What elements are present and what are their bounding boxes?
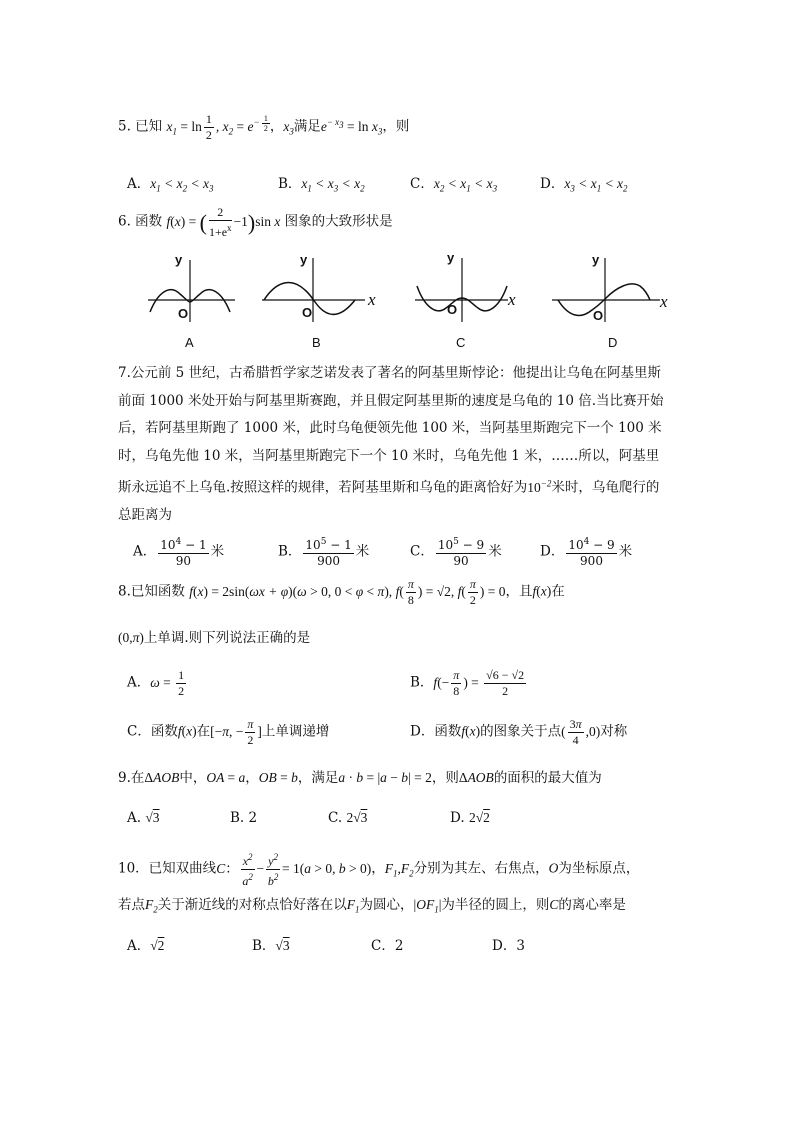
q7-stem — [118, 360, 668, 530]
q8-option-a[interactable] — [127, 668, 188, 699]
q8-option-c-interval: [−π, − $\frac{\pi}{2}$ ] — [210, 717, 262, 747]
q7-option-d-unit: 米 — [618, 543, 633, 560]
q6-stem — [118, 205, 393, 240]
q10-c: C — [549, 897, 559, 912]
q7-option-a[interactable] — [133, 535, 224, 569]
graph-d-x-label: x — [660, 292, 668, 311]
q7-distance: $10^{-2}$ — [527, 478, 552, 495]
q8-option-b-label: B． — [410, 674, 434, 691]
q8-option-c-label: C．函数 — [127, 723, 178, 740]
q8-line2-tail: 上单调.则下列说法正确的是 — [143, 630, 311, 646]
graph-c-label: C — [456, 335, 466, 350]
q7-option-d[interactable] — [540, 535, 632, 569]
q10-prefix: 10．已知双曲线 — [118, 860, 217, 877]
q10-line2-e: 的离心率是 — [558, 897, 626, 913]
graph-d-label: D — [608, 335, 618, 350]
q9-option-d-label: D. — [450, 810, 465, 826]
q8-and: ，且 — [505, 583, 533, 600]
q5-option-d-expr: $x_3 < x_1 < x_2$ — [564, 176, 628, 194]
graph-b-x-label: x — [368, 290, 376, 309]
graph-c-x-label: x — [508, 290, 516, 309]
q6-graphs — [140, 250, 680, 355]
q5-option-b-label: B． — [278, 176, 302, 192]
q9-option-b-label: B. 2 — [230, 810, 258, 826]
graph-c-origin: O — [447, 302, 458, 317]
q9-option-c-expr: 2√3 — [346, 810, 368, 825]
q10-option-d[interactable] — [492, 934, 525, 954]
q9-ask: ，则 — [431, 770, 459, 786]
q10-option-a-expr: √2 — [150, 938, 165, 953]
q7-option-d-frac: $\frac{10^4 - 9}{900}$ — [568, 537, 615, 568]
q7-option-c-label: C． — [410, 543, 434, 560]
q10-option-b[interactable] — [252, 934, 290, 954]
q8-at: 在 — [551, 583, 565, 600]
q8-stem-line2 — [118, 626, 310, 646]
q10-option-b-expr: √3 — [275, 938, 290, 953]
q8-prefix: 8.已知函数 — [118, 583, 185, 600]
q10-option-a[interactable] — [127, 934, 164, 954]
graph-b-y-label: y — [300, 252, 308, 267]
q8-option-c-fx: f(x) — [177, 723, 197, 739]
graph-b-label: B — [312, 335, 321, 350]
q9-option-a-expr: √3 — [145, 810, 160, 825]
q8-interval: (0,π) — [118, 630, 144, 645]
q7-option-b[interactable] — [278, 535, 369, 569]
q10-stem-line2 — [118, 893, 626, 915]
q5-eq: $e^{- x_3} = \ln x_3$ — [320, 117, 383, 137]
q7-text: 7.公元前 5 世纪，古希腊哲学家芝诺发表了著名的阿基里斯悖论：他提出让乌龟在阿基里斯前面 1000 米处开始与阿基里斯赛跑，并且假定阿基里斯的速度是乌龟的 10 倍.当比赛开始后，若阿基里斯跑了 1000 米，此时乌龟便领先他 100 米，当阿基里斯跑完下一个 100 米时，乌龟先他 10 米，当阿基里斯跑完下一个 10 米时，乌龟先他 1 米，……所以，阿基里斯永远追不上乌龟.按照这样的规律，若阿基里斯和乌龟的距离恰好为 — [118, 365, 664, 496]
q5-option-b[interactable] — [278, 172, 365, 194]
graph-d-y-label: y — [592, 252, 600, 267]
q9-triangle-2: ΔAOB — [458, 770, 494, 785]
q7-option-b-frac: $\frac{10^5 - 1}{900}$ — [305, 537, 352, 568]
q5-option-c[interactable] — [410, 172, 497, 194]
q5-prefix: 5. 已知 — [118, 118, 163, 135]
q5-sep: ， — [269, 118, 284, 135]
q8-option-b-expr: f(− $\frac{\pi}{8}$ ) = $\frac{√6 - √2}{2}$ — [433, 668, 525, 698]
q8-fx: f(x) — [532, 583, 552, 599]
q8-stem-line1 — [118, 577, 565, 608]
q5-formula: $x_1 = \ln$ $\frac{1}{2}$ , $x_2 = e^{- \frac{1}{2}}$ — [166, 112, 268, 142]
q10-foci: $F_1,F_2$ — [384, 860, 414, 879]
q5-option-a-expr: $x_1 < x_2 < x_3$ — [150, 176, 214, 194]
q10-option-c[interactable] — [371, 934, 403, 954]
q9-option-d-expr: 2√2 — [468, 810, 490, 825]
q10-stem-line1: 10．已知双曲线C： $\frac{x^2}{a^2}$ − $\frac{y^2}{b^2}$ = 1(a > 0, b > 0)，$F_1,F_2$分别为其左、右焦点，O为坐标原点， — [118, 852, 640, 888]
q10-origin-text: 为坐标原点， — [558, 860, 640, 877]
q8-formula: f(x) = 2sin(ωx + φ)(ω > 0, 0 < φ < π), f( $\frac{\pi}{8}$ ) = √2, f( $\frac{\pi}{2}$ ) = 0 — [189, 577, 506, 607]
q5-option-c-label: C． — [410, 176, 434, 192]
q7-option-c[interactable] — [410, 535, 502, 569]
q10-option-d-label: D．3 — [492, 938, 525, 954]
q6-suffix: 图象的大致形状是 — [284, 213, 393, 230]
q8-option-c-in: 在 — [196, 723, 211, 740]
graph-c-y-label: y — [447, 250, 455, 265]
q8-option-d-tail: 对称 — [600, 723, 628, 740]
q8-option-d[interactable] — [410, 717, 627, 748]
q9-option-a[interactable] — [127, 810, 160, 826]
q10-f2-a: $F_2$ — [145, 897, 158, 915]
q8-option-a-expr: ω = $\frac{1}{2}$ — [150, 668, 185, 698]
q10-f1: $F_1$ — [346, 897, 360, 915]
q7-option-d-label: D． — [540, 543, 565, 560]
q5-option-a[interactable] — [127, 172, 213, 194]
q8-option-d-mid: 的图象关于点 — [480, 723, 562, 740]
q9-option-c-label: C. — [328, 810, 343, 826]
q5-option-c-expr: $x_2 < x_1 < x_3$ — [433, 176, 498, 194]
q8-option-b[interactable] — [410, 668, 528, 699]
q7-option-a-frac: $\frac{10^4 - 1}{90}$ — [160, 537, 207, 568]
q7-option-c-unit: 米 — [488, 543, 502, 560]
q7-option-a-unit: 米 — [210, 543, 225, 560]
q8-option-c[interactable] — [127, 717, 329, 748]
q5-ask: ，则 — [382, 118, 410, 135]
q9-mid: 中， — [179, 770, 207, 786]
q9-condition: a · b = |a − b| = 2 — [338, 770, 432, 785]
q10-line2-c: 为圆心， — [359, 897, 414, 913]
q9-prefix: 9.在 — [118, 770, 145, 786]
q7-option-b-unit: 米 — [355, 543, 370, 560]
q7-option-a-label: A． — [133, 543, 157, 560]
graph-a[interactable] — [148, 260, 235, 322]
q9-option-c[interactable] — [328, 810, 367, 826]
q10-option-a-label: A． — [127, 938, 151, 954]
graph-b-origin: O — [302, 305, 313, 320]
graph-a-origin: O — [178, 306, 189, 321]
q10-option-c-label: C．2 — [371, 938, 404, 954]
q9-option-d[interactable] — [450, 810, 490, 826]
q8-option-d-point: ( $\frac{3\pi}{4}$ ,0) — [561, 717, 601, 747]
graph-c[interactable] — [415, 258, 508, 322]
q5-option-a-label: A． — [127, 176, 151, 192]
q7-text-tail: 米时，乌龟爬行的总距离为 — [118, 479, 660, 523]
q8-option-a-label: A． — [127, 674, 151, 691]
q10-formula: C： $\frac{x^2}{a^2}$ − $\frac{y^2}{b^2}$ = 1(a > 0, b > 0) — [216, 852, 372, 888]
q8-option-c-tail: 上单调递增 — [261, 723, 330, 740]
graph-d[interactable] — [552, 258, 660, 322]
q9-vectors: OA = a，OB = b — [206, 770, 298, 785]
q5-x3: $x_3$ — [283, 118, 294, 137]
q10-line2-b: 关于渐近线的对称点恰好落在以 — [157, 897, 347, 913]
q9-triangle: ΔAOB — [144, 770, 180, 785]
q7-option-c-frac: $\frac{10^5 - 9}{90}$ — [437, 537, 485, 568]
q5-option-b-expr: $x_1 < x_3 < x_2$ — [301, 176, 365, 194]
q5-stem — [118, 112, 409, 143]
graph-b[interactable] — [262, 258, 365, 322]
q6-prefix: 6. 函数 — [118, 213, 163, 230]
q5-cond-tail: 满足 — [293, 118, 321, 135]
q5-option-d[interactable] — [540, 172, 628, 194]
q9-option-b[interactable] — [230, 810, 257, 826]
q10-line2-d: 为半径的圆上，则 — [441, 897, 550, 913]
q10-option-b-label: B． — [252, 938, 276, 954]
q10-line2-a: 若点 — [118, 897, 145, 913]
q5-option-d-label: D． — [540, 176, 565, 192]
q8-option-d-label: D．函数 — [410, 723, 462, 740]
q8-option-d-fx: f(x) — [461, 723, 481, 739]
graph-a-label: A — [185, 335, 194, 350]
q9-cond: ，满足 — [297, 770, 339, 786]
q10-foci-text: 分别为其左、右焦点， — [413, 860, 549, 877]
q7-option-b-label: B． — [278, 543, 302, 560]
q10-origin-o: O — [548, 860, 559, 876]
q9-stem — [118, 766, 602, 786]
q9-option-a-label: A. — [127, 810, 142, 826]
q10-radius: $|OF_1|$ — [413, 897, 442, 915]
q6-formula: f(x) = ( $\frac{2}{1+e^x}$ −1)sin x — [166, 205, 281, 239]
q9-tail: 的面积的最大值为 — [493, 770, 602, 786]
graph-a-y-label: y — [175, 252, 183, 267]
graph-d-origin: O — [593, 308, 604, 323]
